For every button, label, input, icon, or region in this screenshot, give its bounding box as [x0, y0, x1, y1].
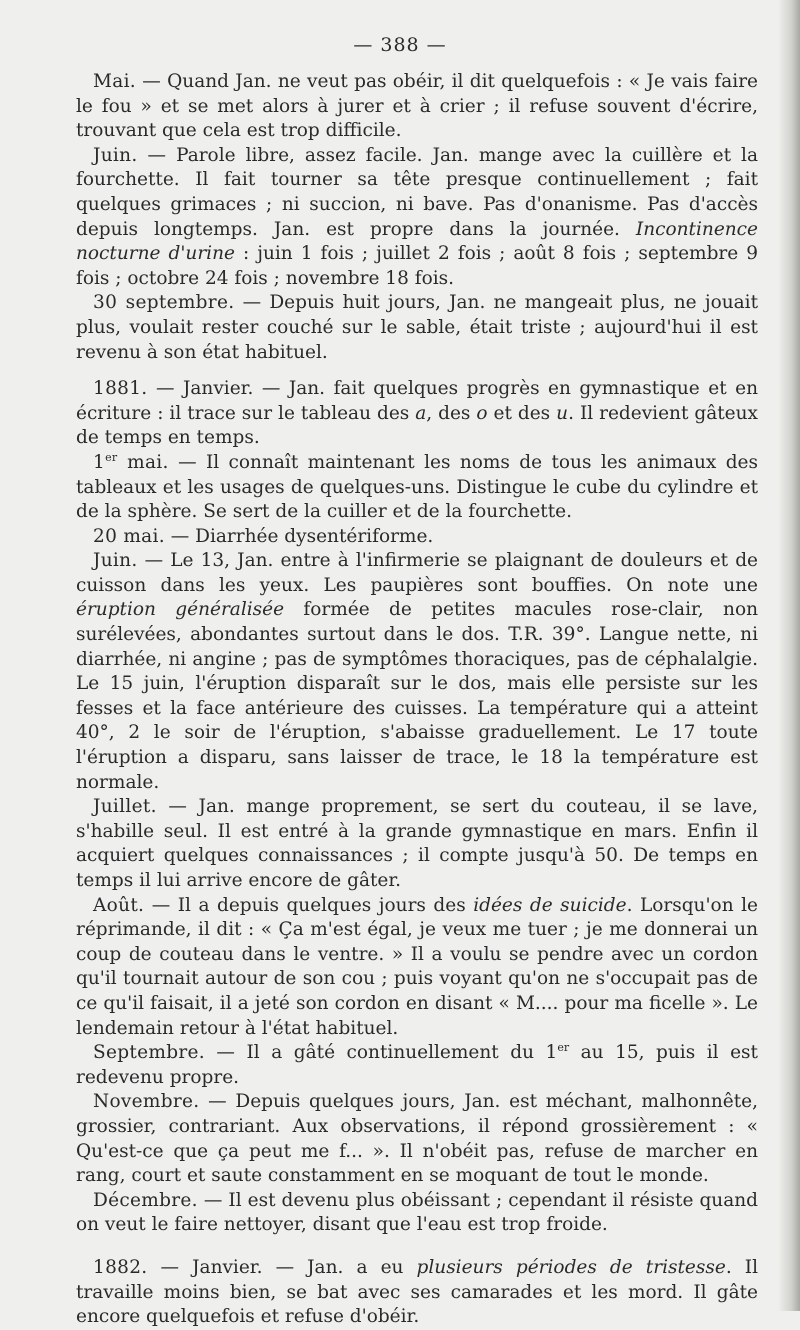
paragraph-heading: Juin.: [93, 550, 138, 572]
paragraph-text: — Depuis huit jours, Jan. ne mangeait plus, ne jouait plus, voulait rester couché sur le sable, était triste ; aujourd'hui il est revenu à son état habituel.: [76, 292, 759, 363]
paragraph-text: — Il a depuis quelques jours des: [144, 894, 474, 916]
paragraph-juin-1881: [76, 549, 758, 795]
page-number: — 388 —: [353, 34, 447, 56]
paragraph-heading: Juin.: [93, 144, 138, 166]
body-text: [76, 70, 758, 1330]
paragraph-heading: Mai.: [93, 71, 136, 92]
paragraph-heading: Septembre.: [93, 1042, 205, 1064]
paragraph-text: — Janvier. — Jan. fait quelques progrès en gymnastique et en écriture : il trace sur le tableau des: [76, 378, 758, 424]
paragraph-heading: Décembre.: [93, 1189, 198, 1211]
italic-term: éruption généralisée: [76, 599, 285, 621]
italic-term: plusieurs périodes de tristesse: [416, 1256, 726, 1278]
paragraph-text: — Diarrhée dysentériforme.: [164, 525, 434, 547]
paragraph-heading: Juillet.: [93, 796, 157, 818]
paragraph-20-mai: [76, 525, 758, 550]
paragraph-heading: 1881.: [93, 378, 148, 400]
paragraph-text: . Il travaille moins bien, se bat avec ses camarades et les mord. Il gâte encore quelquefois et refuse d'obéir.: [76, 1256, 758, 1328]
paragraph-text: formée de petites macules rose-clair, non surélevées, abondantes surtout dans le dos. T.R. 39°. Langue nette, ni diarrhée, ni angine ; pas de symptômes thoraciques, pas de céphalalgie. Le 15 juin, l'éruption disparaît sur le dos, mais elle persiste sur les fesses et la face antérieure des cuisses. La température qui a atteint 40°, 2 le soir de l'éruption, s'abaisse graduellement. Le 17 toute l'éruption a disparu, sans laisser de trace, le 18 la température est normale.: [76, 599, 758, 793]
paragraph-juillet: [76, 795, 758, 893]
heading-superscript: er: [105, 450, 118, 464]
paragraph-mai: [76, 70, 758, 144]
paragraph-heading: [93, 452, 169, 473]
paragraph-decembre: [76, 1189, 758, 1238]
paragraph-heading: Août.: [93, 894, 145, 916]
paragraph-text: . Lorsqu'on le réprimande, il dit : « Ça m'est égal, je veux me tuer ; je me donnerai un coup de couteau dans le ventre. » Il a voulu se pendre avec un cordon qu'il tournait autour de son cou ; puis voyant qu'on ne s'occupait pas de ce qu'il faisait, il a jeté son cordon en disant « M.... pour ma ficelle ». Le lendemain retour à l'état habituel.: [76, 894, 758, 1039]
italic-letter: a: [415, 402, 427, 424]
paragraph-text: et des: [487, 402, 557, 424]
paragraph-1882-janvier: [76, 1256, 758, 1330]
italic-term: idées de suicide: [473, 894, 627, 916]
italic-term: Incontinence nocturne d'urine: [76, 218, 758, 265]
paragraph-heading: 20 mai.: [93, 525, 165, 547]
paragraph-text: — Le 13, Jan. entre à l'infirmerie se plaignant de douleurs et de cuisson dans les yeux. Les paupières sont bouffies. On note une: [76, 550, 758, 596]
paragraph-text: — Depuis quelques jours, Jan. est méchant, malhonnête, grossier, contrariant. Aux observations, il répond grossièrement : « Qu'est-ce que ça peut me f... ». Il n'obéit pas, refuse de marcher en rang, court et saute constamment en se moquant de tout le monde.: [76, 1091, 758, 1187]
paragraph-text: — Il a gâté continuellement du 1: [204, 1042, 558, 1064]
paragraph-heading: Novembre.: [93, 1091, 200, 1113]
paragraph-text: — Il est devenu plus obéissant ; cependant il résiste quand on veut le faire nettoyer, disant que l'eau est trop froide.: [76, 1189, 758, 1236]
superscript: er: [557, 1041, 570, 1054]
paragraph-text: — Quand Jan. ne veut pas obéir, il dit quelquefois : « Je vais faire le fou » et se met alors à jurer et à crier ; il refuse souvent d'écrire, trouvant que cela est trop difficile.: [76, 71, 758, 142]
paragraph-novembre: [76, 1090, 758, 1188]
paragraph-heading: 1882.: [93, 1256, 148, 1278]
paragraph-text: — Il connaît maintenant les noms de tous les animaux des tableaux et les usages de quelques-uns. Distingue le cube du cylindre et de la sphère. Se sert de la cuiller et de la fourchette.: [76, 451, 758, 523]
italic-letter: o: [476, 402, 488, 424]
paragraph-text: : juin 1 fois ; juillet 2 fois ; août 8 fois ; septembre 9 fois ; octobre 24 fois ; novembre 18 fois.: [76, 243, 758, 289]
heading-rest: mai.: [117, 451, 169, 473]
paragraph-text: au 15, puis il est redevenu propre.: [76, 1042, 758, 1088]
paragraph-text: — Jan. mange proprement, se sert du couteau, il se lave, s'habille seul. Il est entré à la grande gymnastique en mars. Enfin il acquiert quelques connaissances ; il compte jusqu'à 50. De temps en temps il lui arrive encore de gâter.: [76, 796, 758, 891]
paragraph-heading: 30 septembre.: [93, 292, 235, 314]
page-edge-shadow: [778, 0, 800, 1311]
paragraph-text: , des: [426, 402, 477, 424]
paragraph-septembre: [76, 1041, 758, 1090]
paragraph-30-septembre: [76, 291, 758, 365]
paragraph-1881-janvier: [76, 377, 758, 451]
paragraph-1er-mai: [76, 451, 758, 525]
heading-number: 1: [93, 451, 106, 473]
paragraph-text: . Il redevient gâteux de temps en temps.: [76, 402, 758, 449]
italic-letter: u: [556, 402, 569, 424]
paragraph-text: — Parole libre, assez facile. Jan. mange avec la cuillère et la fourchette. Il fait tourner sa tête presque continuellement ; fait quelques grimaces ; ni succion, ni bave. Pas d'onanisme. Pas d'accès depuis longtemps. Jan. est propre dans la journée.: [76, 144, 758, 240]
paragraph-aout: [76, 894, 758, 1042]
paragraph-text: — Janvier. — Jan. a eu: [147, 1256, 417, 1278]
paragraph-juin: [76, 144, 758, 292]
